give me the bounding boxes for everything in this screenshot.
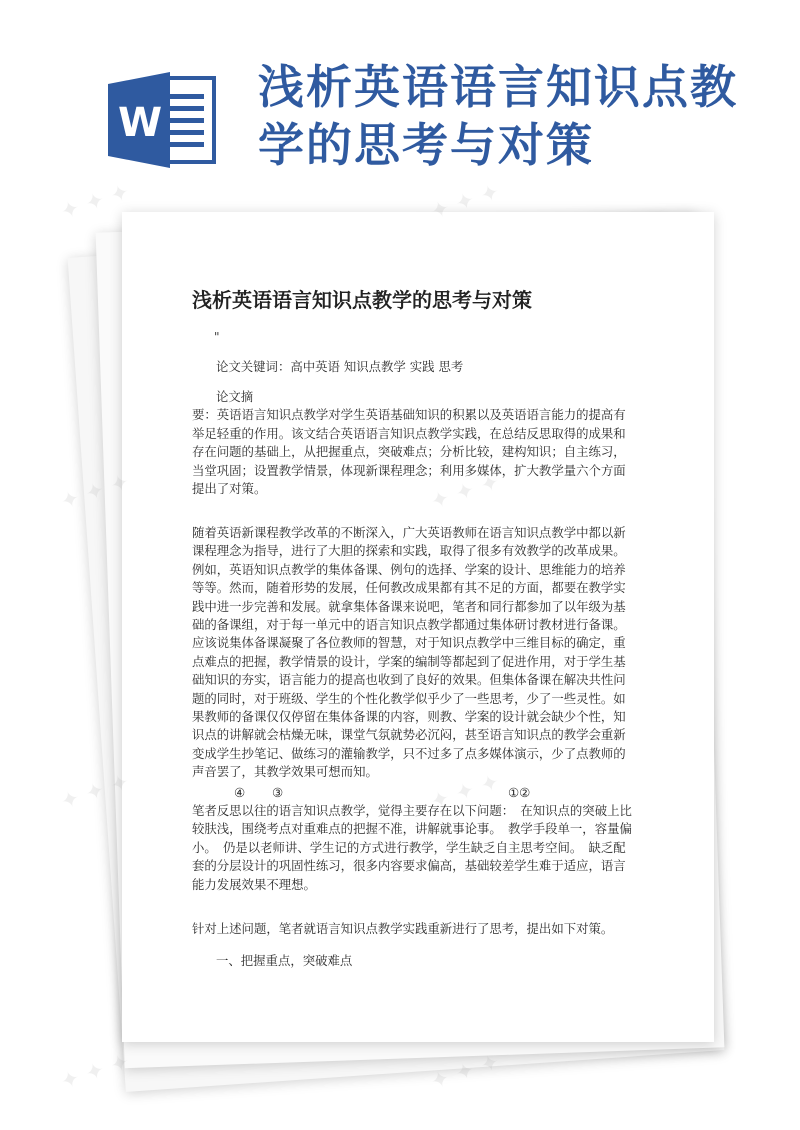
banner-title: 浅析英语语言知识点教学的思考与对策 (258, 60, 738, 172)
abstract-label: 论文摘 (216, 389, 254, 404)
document-title: 浅析英语语言知识点教学的思考与对策 (192, 288, 532, 312)
quote-mark: " (214, 330, 220, 344)
paragraph-3: 针对上述问题，笔者就语言知识点教学实践重新进行了思考，提出如下对策。 (192, 921, 614, 936)
paragraph-1: 随着英语新课程教学改革的不断深入，广大英语教师在语言知识点教学中都以新课程理念为指导，进行了大胆的探索和实践，取得了很多有效教学的改革成果。例如，英语知识点教学的集体备课、例句的选择、学案的设计、思维能力的培养等等。然而，随着形势的发展，任何教改成果都有其不足的方面，都要在教学实践中进一步完善和发展。就拿集体备课来说吧，笔者和同行都参加了以年级为基础的备课组，对于每一单元中的语言知识点教学都通过集体研讨教材进行备课。应该说集体备课凝聚了各位教师的智慧，对于知识点教学中三维目标的确定，重点难点的把握，教学情景的设计，学案的编制等都起到了促进作用，对于学生基础知识的夯实，语言能力的提高也收到了良好的效果。但集体备课在解决共性问题的同时，对于班级、学生的个性化教学似乎少了一些思考，少了一些灵性。如果教师的备课仅仅停留在集体备课的内容，则教、学案的设计就会缺少个性，知识点的讲解就会枯燥无味，课堂气氛就势必沉闷，甚至语言知识点的教学会重新变成学生抄笔记、做练习的灌输教学，只不过多了点多媒体演示，少了点教师的声音罢了，其教学效果可想而知。 (192, 525, 626, 780)
marker-4: ④ (234, 785, 246, 800)
abstract-text: 要：英语语言知识点教学对学生英语基础知识的积累以及英语语言能力的提高有举足轻重的作用。该文结合英语语言知识点教学实践，在总结反思取得的成果和存在问题的基础上，从把握重点，突破难点；分析比较，建构知识；自主练习，当堂巩固；设置教学情景，体现新课程理念；利用多媒体，扩大教学量六个方面提出了对策。 (192, 407, 626, 497)
watermark: ✦ ✦ ✦ (57, 179, 133, 226)
marker-3: ③ (272, 785, 284, 800)
watermark: ✦ ✦ ✦ (57, 769, 133, 816)
keywords-line: 论文关键词：高中英语 知识点教学 实践 思考 (216, 359, 464, 374)
watermark: ✦ (57, 485, 84, 516)
watermark: ✦ ✦ ✦ (427, 179, 503, 226)
document-page (122, 212, 714, 1042)
abstract (192, 388, 632, 498)
word-document-icon (108, 70, 228, 170)
watermark: ✦ ✦ ✦ (57, 1049, 133, 1096)
section-heading-1: 一、把握重点，突破难点 (216, 953, 353, 968)
paragraph-2: 笔者反思以往的语言知识点教学，觉得主要存在以下问题： 在知识点的突破上比较肤浅，围绕考点对重难点的把握不准，讲解就事论事。 教学手段单一，容量偏小。 仍是以老师讲、学生记的方式进行教学，学生缺乏自主思考空间。 缺乏配套的分层设计的巩固性练习，很多内容要求偏高，基础较差学生难于适应，语言能力发展效果不理想。 (192, 803, 632, 892)
marker-1-2: ①② (508, 785, 531, 800)
word-icon-letter: W (118, 100, 163, 146)
watermark: ✦ ✦ ✦ (427, 1049, 503, 1096)
